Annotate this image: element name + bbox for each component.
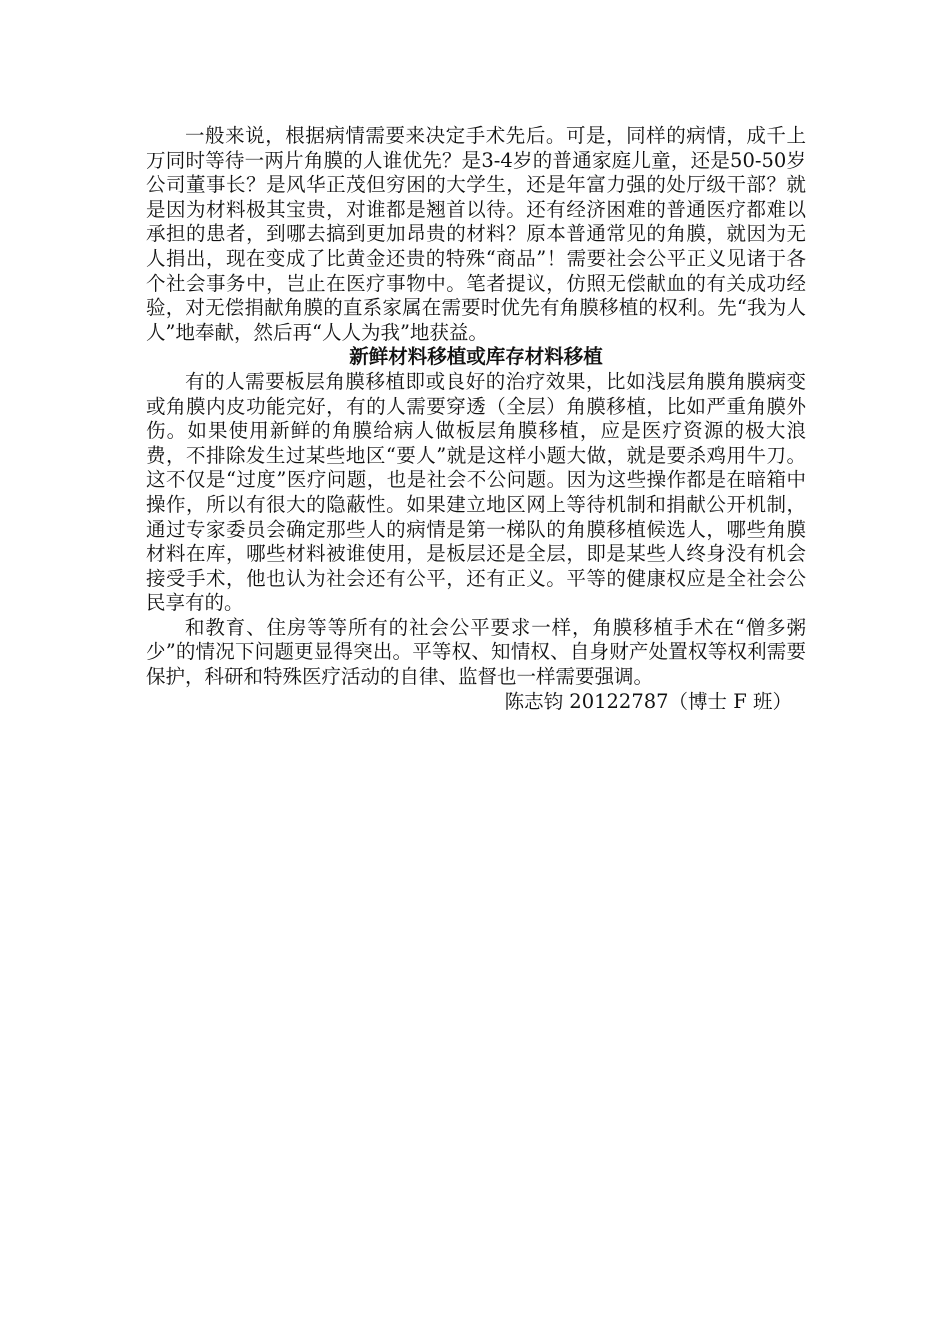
paragraph-fresh-vs-stored: 有的人需要板层角膜移植即或良好的治疗效果，比如浅层角膜角膜病变或角膜内皮功能完好，有的人需要穿透（全层）角膜移植，比如严重角膜外伤。如果使用新鲜的角膜给病人做板层角膜移植，应是医疗资源的极大浪费，不排除发生过某些地区“要人”就是这样小题大做，就是要杀鸡用牛刀。这不仅是“过度”医疗问题，也是社会不公问题。因为这些操作都是在暗箱中操作，所以有很大的隐蔽性。如果建立地区网上等待机制和捐献公开机制，通过专家委员会确定那些人的病情是第一梯队的角膜移植候选人，哪些角膜材料在库，哪些材料被谁使用，是板层还是全层，即是某些人终身没有机会接受手术，他也认为社会还有公平，还有正义。平等的健康权应是全社会公民享有的。 [146,369,806,615]
document-body [146,124,806,714]
paragraph-fairness: 和教育、住房等等所有的社会公平要求一样，角膜移植手术在“僧多粥少”的情况下问题更显得突出。平等权、知情权、自身财产处置权等权利需要保护，科研和特殊医疗活动的自律、监督也一样需要强调。 [146,615,806,689]
paragraph-priority: 一般来说，根据病情需要来决定手术先后。可是，同样的病情，成千上万同时等待一两片角膜的人谁优先？是3-4岁的普通家庭儿童，还是50-50岁公司董事长？是风华正茂但穷困的大学生，还是年富力强的处厅级干部？就是因为材料极其宝贵，对谁都是翘首以待。还有经济困难的普通医疗都难以承担的患者，到哪去搞到更加昂贵的材料？原本普通常见的角膜，就因为无人捐出，现在变成了比黄金还贵的特殊“商品”！需要社会公平正义见诸于各个社会事务中，岂止在医疗事物中。笔者提议，仿照无偿献血的有关成功经验，对无偿捐献角膜的直系家属在需要时优先有角膜移植的权利。先“我为人人”地奉献，然后再“人人为我”地获益。 [146,124,806,344]
author-signature: 陈志钧 20122787（博士 F 班） [504,689,792,713]
section-heading: 新鲜材料移植或库存材料移植 [349,345,603,369]
